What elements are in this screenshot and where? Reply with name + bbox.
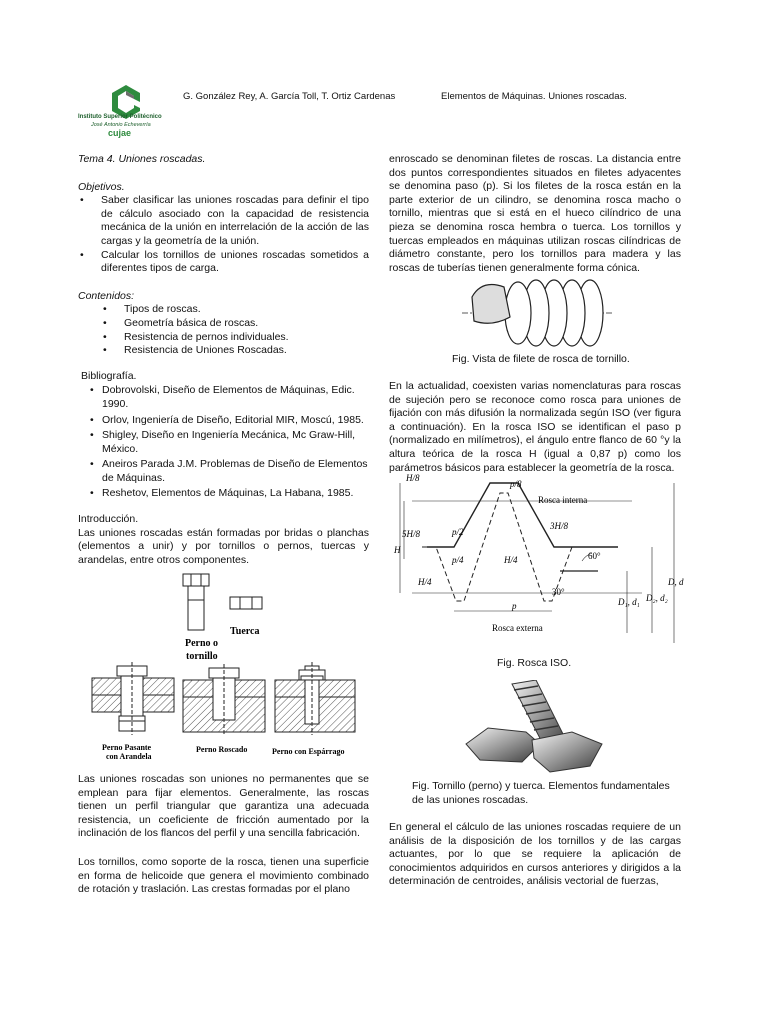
H-label: H xyxy=(394,545,401,555)
list-item: • Geometría básica de roscas. xyxy=(78,317,369,331)
tornillo-label: tornillo xyxy=(186,651,218,662)
objetivos-list xyxy=(78,194,369,276)
3H8-label: 3H/8 xyxy=(550,521,568,531)
list-item: • Resistencia de Uniones Roscadas. xyxy=(78,344,369,358)
objetivos-title: Objetivos. xyxy=(78,180,125,193)
list-item: • Resistencia de pernos individuales. xyxy=(78,331,369,345)
logo-line3: cujae xyxy=(108,128,132,138)
arandela-label: con Arandela xyxy=(106,752,152,761)
rosca-interna-label: Rosca interna xyxy=(538,495,588,505)
H8-label: H/8 xyxy=(406,473,420,483)
intro-title: Introducción. xyxy=(78,513,139,526)
rosca-externa-label: Rosca externa xyxy=(492,623,543,633)
roscado-label: Perno Roscado xyxy=(196,745,248,754)
D2d2-label: D₂, d₂ xyxy=(646,593,668,603)
joint-pasante xyxy=(92,662,174,735)
bolt-types-figure xyxy=(90,570,365,765)
header-title: Elementos de Máquinas. Uniones roscadas. xyxy=(441,91,627,102)
fig3-caption: Fig. Rosca ISO. xyxy=(497,657,572,669)
contenidos-title: Contenidos: xyxy=(78,289,135,302)
bibliografia-list xyxy=(78,384,369,501)
iso-thread-figure xyxy=(392,473,688,653)
bolt-icon xyxy=(183,574,209,630)
p4-label: p/4 xyxy=(452,555,464,565)
p8-label: p/8 xyxy=(510,479,522,489)
contenidos-list xyxy=(78,303,369,357)
H4-label: H/4 xyxy=(504,555,518,565)
p2-label: p/2 xyxy=(452,527,464,537)
nut-icon xyxy=(230,597,262,609)
perno-label: Perno o xyxy=(185,638,219,649)
list-item: • Shigley, Diseño en Ingeniería Mecánica, Mc Graw-Hill, México. xyxy=(78,429,369,456)
left-column xyxy=(78,153,369,567)
logo xyxy=(78,84,174,146)
pasante-label: Perno Pasante xyxy=(102,743,152,752)
H4b-label: H/4 xyxy=(418,577,432,587)
p-label: p xyxy=(512,601,517,611)
5H8-label: 5H/8 xyxy=(402,529,420,539)
tuerca-label: Tuerca xyxy=(230,626,260,637)
nut-shape xyxy=(466,728,540,762)
list-item: • Dobrovolski, Diseño de Elementos de Máquinas, Edic. 1990. xyxy=(78,384,369,411)
fig4-caption: Fig. Tornillo (perno) y tuerca. Elementos fundamentales de las uniones roscadas. xyxy=(412,780,670,806)
left-paragraph-2: Las uniones roscadas son uniones no permanentes que se emplean para fijar elementos. Generalmente, las roscas tienen un perfil triangular que garantiza una adecuada resistencia, un coeficiente de fricción aumentado por la inclinación de los flancos del perfil y una sencilla fabricación. xyxy=(78,773,369,840)
right-paragraph-2: En la actualidad, coexisten varias nomenclaturas para roscas de sujeción pero se reconoce como rosca para uniones de fijación con más difusión la normalizada según ISO (ver figura a continuación). En la rosca ISO se identifican el paso p (normalizado en milímetros), el ángulo entre flanco de 60 °y la altura teórica de la rosca H (igual a 0,87 p) como los parámetros básicos para establecer la geometría de la rosca. xyxy=(389,380,681,474)
bolt-nut-photo xyxy=(462,680,607,776)
thread-view-figure xyxy=(462,277,612,349)
header-authors: G. González Rey, A. García Toll, T. Ortiz Cardenas xyxy=(183,91,396,102)
joint-roscado xyxy=(183,664,265,735)
list-item: • Orlov, Ingeniería de Diseño, Editorial MIR, Moscú, 1985. xyxy=(78,414,369,428)
D1d1-label: D₁, d₁ xyxy=(618,597,640,607)
logo-line2: José Antonio Echeverría xyxy=(91,122,151,128)
list-item: • Tipos de roscas. xyxy=(78,303,369,317)
bibliografia-title: Bibliografía. xyxy=(81,369,137,382)
ang30-label: 30° xyxy=(552,587,565,597)
left-paragraph-3: Los tornillos, como soporte de la rosca, tienen una superficie en forma de helicoide que genera el movimiento combinado de rotación y traslación. Las crestas formadas por el plano xyxy=(78,856,369,896)
right-paragraph-1: enroscado se denominan filetes de roscas. La distancia entre dos puntos correspondientes situados en filetes adyacentes se denomina paso (p). Si los filetes de la rosca están en la parte exterior de un cilindro, se denomina rosca macho o tornillo, mientras que si está en el hueco cilíndrico de una pieza se denomina rosca hembra o tuerca. Los tornillos y tuercas empleados en máquinas utilizan roscas cilíndricas de diámetro constante, pero los tornillos para madera y las roscas de tuberías tienen generalmente forma cónica. xyxy=(389,153,681,274)
list-item: • Aneiros Parada J.M. Problemas de Diseño de Elementos de Máquinas. xyxy=(78,458,369,485)
intro-paragraph: Las uniones roscadas están formadas por bridas o planchas (elementos a unir) y por tornillos o pernos, tuercas y arandelas, entre otros componentes. xyxy=(78,526,369,566)
list-item: • Reshetov, Elementos de Máquinas, La Habana, 1985. xyxy=(78,487,369,501)
list-item: • Calcular los tornillos de uniones roscadas sometidos a diferentes tipos de carga. xyxy=(78,249,369,276)
fig2-caption: Fig. Vista de filete de rosca de tornillo. xyxy=(452,353,630,365)
Dd-label: D, d xyxy=(668,577,684,587)
right-paragraph-3: En general el cálculo de las uniones roscadas requiere de un análisis de la disposición de los tornillos y de las cargas actuantes, por lo que se requiere la aplicación de conocimientos adquiridos en cursos anteriores y dirigidos a la determinación de centroides, análisis vectorial de fuerzas, xyxy=(389,821,681,888)
joint-esparrago xyxy=(275,662,355,735)
list-item: • Saber clasificar las uniones roscadas para definir el tipo de cálculo asociado con la capacidad de resistencia mecánica de la unión en interrelación de la acción de las cargas y la geometría de la unión. xyxy=(78,194,369,248)
logo-line1: Instituto Superior Politécnico xyxy=(78,114,162,120)
ang60-label: 60° xyxy=(588,551,601,561)
bolt-head xyxy=(532,732,602,772)
esparrago-label: Perno con Espárrago xyxy=(272,747,345,756)
tema-title: Tema 4. Uniones roscadas. xyxy=(78,153,206,165)
